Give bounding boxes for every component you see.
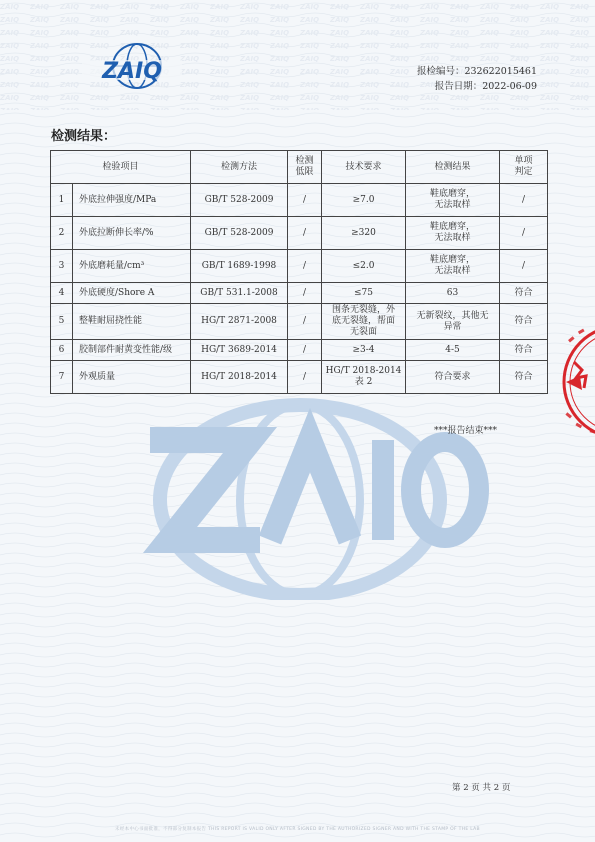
table-row [51,184,548,217]
section-title: 检测结果： [51,129,117,144]
row-limit: / [288,304,322,340]
row-result: 符合要求 [406,361,500,394]
row-verdict: / [500,184,548,217]
row-requirement: ≥320 [322,217,406,250]
row-requirement: HG/T 2018-2014 表 2 [322,361,406,394]
row-limit: / [288,340,322,361]
row-number: 2 [51,217,73,250]
report-date: 报告日期：2022-06-09 [434,81,537,92]
row-item: 外底硬度/Shore A [73,283,191,304]
report-end-note: ***报告结束*** [434,426,498,436]
row-number: 3 [51,250,73,283]
table-row [51,217,548,250]
header-item: 检验项目 [51,151,191,184]
header-limit: 检测 低限 [288,151,322,184]
row-item: 外底拉断伸长率/% [73,217,191,250]
table-row [51,250,548,283]
zaiq-logo [82,38,182,100]
row-result: 鞋底磨穿， 无法取样 [406,250,500,283]
row-result: 63 [406,283,500,304]
row-requirement: ≥3-4 [322,340,406,361]
row-requirement: ≤2.0 [322,250,406,283]
row-method: HG/T 3689-2014 [191,340,288,361]
row-number: 7 [51,361,73,394]
row-limit: / [288,283,322,304]
header-requirement: 技术要求 [322,151,406,184]
table-row [51,304,548,340]
row-limit: / [288,250,322,283]
row-method: HG/T 2871-2008 [191,304,288,340]
footer-disclaimer: 未经本中心书面批准，不得部分复制本报告 THIS REPORT IS VALID ONLY AFTER SIGNED BY THE AUTHORIZED SIGNER AND WITH THE STAMP OF THE LAB [115,827,480,832]
row-verdict: / [500,250,548,283]
row-method: GB/T 528-2009 [191,184,288,217]
row-limit: / [288,361,322,394]
row-item: 外底拉伸强度/MPa [73,184,191,217]
row-number: 1 [51,184,73,217]
row-verdict: 符合 [500,304,548,340]
row-limit: / [288,217,322,250]
row-result: 鞋底磨穿， 无法取样 [406,184,500,217]
header-result: 检测结果 [406,151,500,184]
report-number: 报检编号：232622015461 [416,66,537,77]
row-method: GB/T 528-2009 [191,217,288,250]
report-meta [417,64,537,94]
table-row [51,283,548,304]
header-verdict: 单项 判定 [500,151,548,184]
logo-text: ZAIQ [102,59,162,84]
results-table [50,150,548,394]
row-number: 6 [51,340,73,361]
row-requirement: ≥7.0 [322,184,406,217]
row-item: 外底磨耗量/cm³ [73,250,191,283]
row-verdict: 符合 [500,340,548,361]
inspection-seal [560,318,595,446]
row-method: GB/T 1689-1998 [191,250,288,283]
row-requirement: 围条无裂缝，外 底无裂缝，帮面 无裂面 [322,304,406,340]
table-body [51,184,548,394]
row-result: 鞋底磨穿， 无法取样 [406,217,500,250]
row-result: 无新裂纹，其他无 异常 [406,304,500,340]
row-verdict: / [500,217,548,250]
table-header-row [51,151,548,184]
row-verdict: 符合 [500,283,548,304]
row-method: HG/T 2018-2014 [191,361,288,394]
table-row [51,361,548,394]
row-requirement: ≤75 [322,283,406,304]
header-method: 检测方法 [191,151,288,184]
table-row [51,340,548,361]
row-number: 4 [51,283,73,304]
row-item: 外观质量 [73,361,191,394]
row-limit: / [288,184,322,217]
row-verdict: 符合 [500,361,548,394]
zaiq-watermark [110,370,490,600]
row-result: 4-5 [406,340,500,361]
row-method: GB/T 531.1-2008 [191,283,288,304]
row-number: 5 [51,304,73,340]
page-number: 第 2 页 共 2 页 [452,783,511,793]
row-item: 整鞋耐屈挠性能 [73,304,191,340]
row-item: 胶制部件耐黄变性能/级 [73,340,191,361]
